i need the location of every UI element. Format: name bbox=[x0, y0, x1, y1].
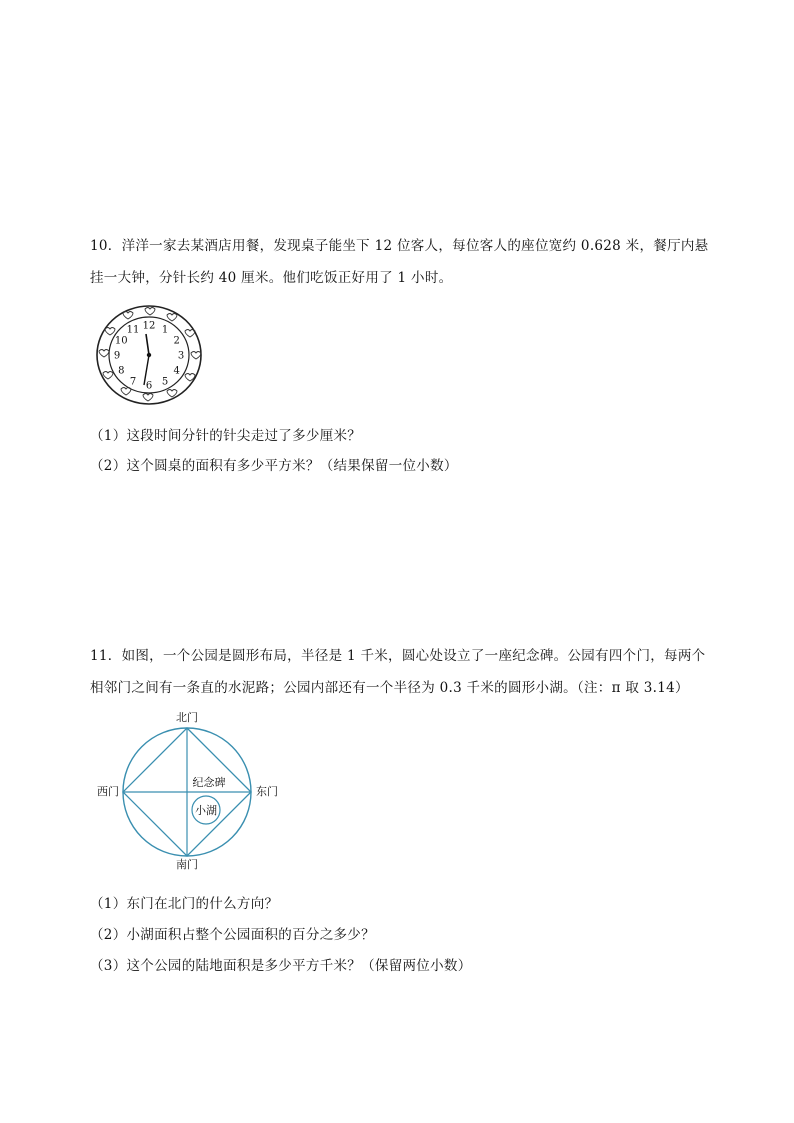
question-11-sub-1: （1）东门在北门的什么方向？ bbox=[90, 896, 279, 912]
clock-numeral: 9 bbox=[113, 350, 121, 362]
clock-numeral: 12 bbox=[142, 320, 156, 332]
label-west-gate: 西门 bbox=[97, 785, 119, 798]
label-lake: 小湖 bbox=[195, 804, 217, 817]
question-11-text bbox=[90, 640, 710, 704]
clock-numeral: 1 bbox=[161, 324, 169, 336]
clock-numeral: 4 bbox=[173, 365, 180, 377]
label-south-gate: 南门 bbox=[176, 858, 198, 871]
question-10-sub-2: （2）这个圆桌的面积有多少平方米？（结果保留一位小数） bbox=[90, 458, 458, 474]
question-10-text bbox=[90, 230, 710, 294]
clock-figure bbox=[95, 303, 207, 407]
clock-numeral: 10 bbox=[114, 335, 128, 347]
clock-numeral: 7 bbox=[129, 376, 137, 388]
question-11-line-1: 11．如图，一个公园是圆形布局，半径是 1 千米，圆心处设立了一座纪念碑。公园有四个门，每两个 bbox=[90, 648, 706, 664]
question-10-sub-1: （1）这段时间分针的针尖走过了多少厘米？ bbox=[90, 428, 362, 444]
clock-center-dot bbox=[147, 353, 151, 357]
label-north-gate: 北门 bbox=[176, 711, 198, 724]
label-east-gate: 东门 bbox=[256, 785, 278, 798]
clock-numeral: 3 bbox=[177, 350, 185, 362]
clock-numeral: 2 bbox=[173, 335, 180, 347]
question-11-sub-3: （3）这个公园的陆地面积是多少平方千米？（保留两位小数） bbox=[90, 958, 472, 974]
clock-numeral: 6 bbox=[145, 380, 153, 392]
question-10-line-2: 挂一大钟，分针长约 40 厘米。他们吃饭正好用了 1 小时。 bbox=[90, 270, 453, 286]
clock-numeral: 8 bbox=[118, 365, 125, 377]
question-11-sub-2: （2）小湖面积占整个公园面积的百分之多少？ bbox=[90, 927, 375, 943]
question-11-line-2: 相邻门之间有一条直的水泥路；公园内部还有一个半径为 0.3 千米的圆形小湖。（注：π 取 3.14） bbox=[90, 680, 689, 696]
park-diagram bbox=[92, 705, 292, 875]
question-10-line-1: 10．洋洋一家去某酒店用餐，发现桌子能坐下 12 位客人，每位客人的座位宽约 0.628 米，餐厅内悬 bbox=[90, 238, 709, 254]
clock-numeral: 5 bbox=[161, 376, 169, 388]
clock-numeral: 11 bbox=[126, 324, 140, 336]
label-monument: 纪念碑 bbox=[192, 776, 226, 789]
